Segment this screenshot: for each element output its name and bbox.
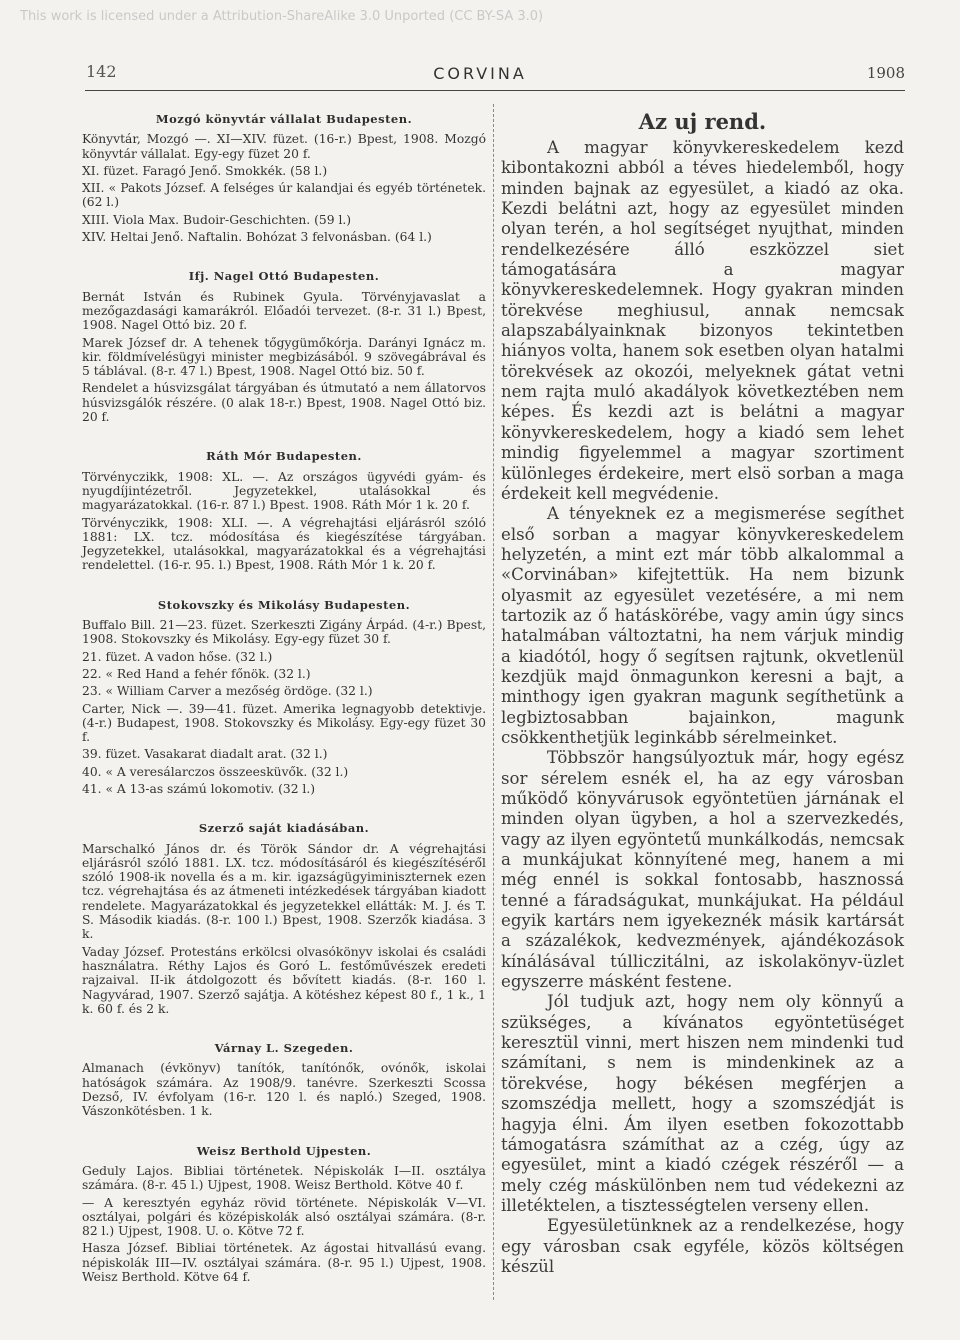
- catalog-entry: Vaday József. Protestáns erkölcsi olvasókönyv iskolai és családi használatra. Réthy Lajos és Goró L. festőművészek eredeti rajzaival. II-ik átdolgozott és bővített kiadás. (8-r. 160 l. Nagyvárad, 1907. Szerző sajátja. A kötéshez képest 80 f., 1 k., 1 k. 60 f. és 2 k.: [82, 944, 486, 1016]
- running-title: CORVINA: [433, 64, 527, 83]
- publisher-heading: Weisz Berthold Ujpesten.: [196, 1143, 372, 1158]
- catalog-entry: Hasza József. Bibliai történetek. Az ágostai hitvallású evang. népiskolák III—IV. osztályai számára. (8-r. 95 l.) Ujpest, 1908. Weisz Berthold. Kötve 64 f.: [82, 1241, 486, 1284]
- catalog-entry: Almanach (évkönyv) tanítók, tanítónők, ovónők, iskolai hatóságok számára. Az 1908/9. tanévre. Szerkeszti Scossa Dezső, IV. évfolyam (16-r. 120 l. és napló.) Szeged, 1908. Vászonkötésben. 1 k.: [82, 1061, 486, 1119]
- publisher-heading: Ifj. Nagel Ottó Budapesten.: [188, 269, 380, 284]
- section-gap: [82, 799, 486, 817]
- catalog-entry: 39. füzet. Vasakarat diadalt arat. (32 l.): [82, 747, 328, 762]
- catalog-entry: Buffalo Bill. 21—23. füzet. Szerkeszti Zigány Árpád. (4-r.) Bpest, 1908. Stokovszky és Mikolásy. Egy-egy füzet 30 f.: [82, 618, 486, 647]
- left-column-listings: [82, 108, 486, 1287]
- catalog-entry: XI. füzet. Faragó Jenő. Smokkék. (58 l.): [82, 163, 328, 178]
- catalog-entry: Törvényczikk, 1908: XL. —. Az országos ügyvédi gyám- és nyugdíjintézetről. Jegyzetekkel, utalásokkal és magyarázatokkal. (16-r. 87 l.) Bpest. 1908. Ráth Mór 1 k. 20 f.: [82, 469, 486, 513]
- license-notice: This work is licensed under a Attribution-ShareAlike 3.0 Unported (CC BY-SA 3.0): [20, 9, 544, 24]
- year-label: 1908: [866, 64, 905, 82]
- catalog-entry: 40. « A veresálarczos összeesküvők. (32 l.): [82, 764, 349, 779]
- catalog-entry: XIII. Viola Max. Budoir-Geschichten. (59 l.): [82, 212, 352, 227]
- article-paragraph: A tényeknek ez a megismerése segíthet első sorban a magyar könyvkereskedelem helyzetén, a mint ezt már több alkalommal a «Corvinában» kifejtettük. Ha nem bizunk olyasmit az egyesület vezetésére, a mi nem tartozik az ő hatáskörébe, vagy amin úgy sincs hatalmában változtatni, ha nem várjuk mindig a kiadótól, hogy ő segítsen rajtunk, okvetlenül kezdjük majd önmagunkon keresni a bajt, a minthogy igen gyakran magunk segíthetünk a legbiztosabban bajainkon, magunk csökkenthetjük leginkább sérelmeinket.: [501, 504, 904, 747]
- publisher-heading: Várnay L. Szegeden.: [214, 1041, 354, 1056]
- catalog-entry: Bernát István és Rubinek Gyula. Törvényjavaslat a mezőgazdasági kamarákról. Előadói tervezet. (8-r. 31 l.) Bpest, 1908. Nagel Ottó biz. 20 f.: [82, 289, 486, 333]
- catalog-entry: 22. « Red Hand a fehér főnök. (32 l.): [82, 666, 311, 681]
- column-divider: [493, 104, 494, 1300]
- catalog-entry: Könyvtár, Mozgó —. XI—XIV. füzet. (16-r.) Bpest, 1908. Mozgó könyvtár vállalat. Egy-egy füzet 20 f.: [82, 132, 486, 161]
- article-paragraph: Jól tudjuk azt, hogy nem oly könnyű a szükséges, a kívánatos egyöntetüséget keresztül vinni, mert hiszen nem mindenki tud számítani, s nem is mindenkinek az a törekvése, hogy békésen megférjen a szomszédja mellett, hogy a szomszédját is hagyja élni. Ám ilyen esetben fokozottabb támogatásra számíthat az a czég, úgy az egyesület, mint a kiadó czégek részéről — a mely czég máskülönben nem tud védekezni az illetéktelen, a tisztességtelen verseny ellen.: [501, 992, 904, 1215]
- catalog-entry: Marek József dr. A tehenek tőgygümőkórja. Darányi Ignácz m. kir. földmívelésügyi minister megbizásából. 9 szövegábrával és 5 táblával. (8-r. 47 l.) Bpest, 1908. Nagel Ottó biz. 50 f.: [82, 335, 486, 379]
- section-gap: [82, 247, 486, 265]
- catalog-entry: 23. « William Carver a mezőség ördöge. (32 l.): [82, 684, 373, 699]
- publisher-heading: Szerző saját kiadásában.: [198, 821, 370, 836]
- page-number: 142: [86, 62, 117, 81]
- article-paragraph: A magyar könyvkereskedelem kezd kibontakozni abból a téves hiedelemből, hogy minden bajnak az egyesület, a kiadó az oka. Kezdi belátni azt, hogy az egyesület minden olyan terén, a hol segítséget nyujthat, minden rendelkezésére álló eszközzel siet támogatására a magyar könyvkereskedelemnek. Hogy gyakran minden törekvése meghiusul, annak nemcsak alapszabályainknak bizonyos tekintetben hiányos volta, hanem sok esetben olyan hatalmi törekvések az okozói, melyeknek gátat vetni nem rajta muló akadályok következtében nem képes. És kezdi azt is belátni a magyar könyvkereskedelem, hogy a kiadó sem lehet mindig figyelemmel a magyar szortiment különleges érdekeire, mert elsö sorban a maga érdekeit kell megvédenie.: [501, 138, 904, 503]
- section-gap: [82, 1122, 486, 1140]
- catalog-entry: Törvényczikk, 1908: XLI. —. A végrehajtási eljárásról szóló 1881: LX. tcz. módosítása és kiegészítése tárgyában. Jegyzetekkel, utalásokkal, magyarázatokkal és a végrehajtási rendelettel. (16-r. 95. l.) Bpest, 1908. Ráth Mór 1 k. 20 f.: [82, 515, 486, 573]
- right-column-article: [501, 108, 904, 1277]
- catalog-entry: Geduly Lajos. Bibliai történetek. Népiskolák I—II. osztálya számára. (8-r. 45 l.) Ujpest, 1908. Weisz Berthold. Kötve 40 f.: [82, 1163, 486, 1193]
- catalog-entry: Rendelet a húsvizsgálat tárgyában és útmutató a nem állatorvos húsvizsgálók részére. (0 alak 18-r.) Bpest, 1908. Nagel Ottó biz. 20 f.: [82, 381, 486, 425]
- publisher-heading: Ráth Mór Budapesten.: [206, 449, 362, 464]
- header-rule: [85, 90, 905, 91]
- catalog-entry: XIV. Heltai Jenő. Naftalin. Bohózat 3 felvonásban. (64 l.): [82, 230, 432, 245]
- catalog-entry: 41. « A 13-as számú lokomotiv. (32 l.): [82, 781, 316, 796]
- article-paragraph: Egyesületünknek az a rendelkezése, hogy egy városban csak egyféle, közös költségen készül: [501, 1216, 904, 1276]
- catalog-entry: Carter, Nick —. 39—41. füzet. Amerika legnagyobb detektivje. (4-r.) Budapest, 1908. Stokovszky és Mikolásy. Egy-egy füzet 30 f.: [82, 701, 486, 745]
- catalog-entry: XII. « Pakots József. A felséges úr kalandjai és egyéb történetek. (62 l.): [82, 181, 486, 210]
- catalog-entry: 21. füzet. A vadon hőse. (32 l.): [82, 649, 273, 664]
- section-gap: [82, 1019, 486, 1037]
- article-body: [501, 138, 904, 1277]
- section-gap: [82, 427, 486, 445]
- article-paragraph: Többször hangsúlyoztuk már, hogy egész sor sérelem esnék el, ha az egy városban működő könyvárusok egyöntetüen járnának el minden olyan ügyben, a hol a szervezkedés, vagy az ilyen egyöntetű munkálkodás, nemcsak a munkájukat könnyítené meg, hanem a mi még ennél is sokkal fontosabb, hasznossá tenné a fáradságukat, munkájukat. Ha például egyik kartárs nem igyekeznék másik kartársát a százalékok, kedvezmények, ajándékozások kínálásával túlliczitálni, az iskolakönyv-üzlet egyszerre másként festene.: [501, 748, 904, 992]
- publisher-heading: Mozgó könyvtár vállalat Budapesten.: [155, 112, 413, 126]
- catalog-entry: — A keresztyén egyház rövid története. Népiskolák V—VI. osztályai, polgári és középiskolák alsó osztályai számára. (8-r. 82 l.) Ujpest, 1908. U. o. Kötve 72 f.: [82, 1195, 486, 1239]
- article-title: Az uj rend.: [638, 109, 767, 134]
- catalog-entry: Marschalkó János dr. és Török Sándor dr. A végrehajtási eljárásról szóló 1881. LX. tcz. módosításáról és kiegészítéséről szóló 1908-ik novella és a m. kir. igazságügyiminiszternek ezen tcz. végrehajtása és az átmeneti intézkedések tárgyában kiadott rendelete. Magyarázatokkal és jegyzetekkel ellátták: M. J. és T. S. Második kiadás. (8-r. 100 l.) Bpest, 1908. Szerzők kiadása. 3 k.: [82, 841, 486, 942]
- section-gap: [82, 576, 486, 594]
- publisher-heading: Stokovszky és Mikolásy Budapesten.: [157, 597, 411, 612]
